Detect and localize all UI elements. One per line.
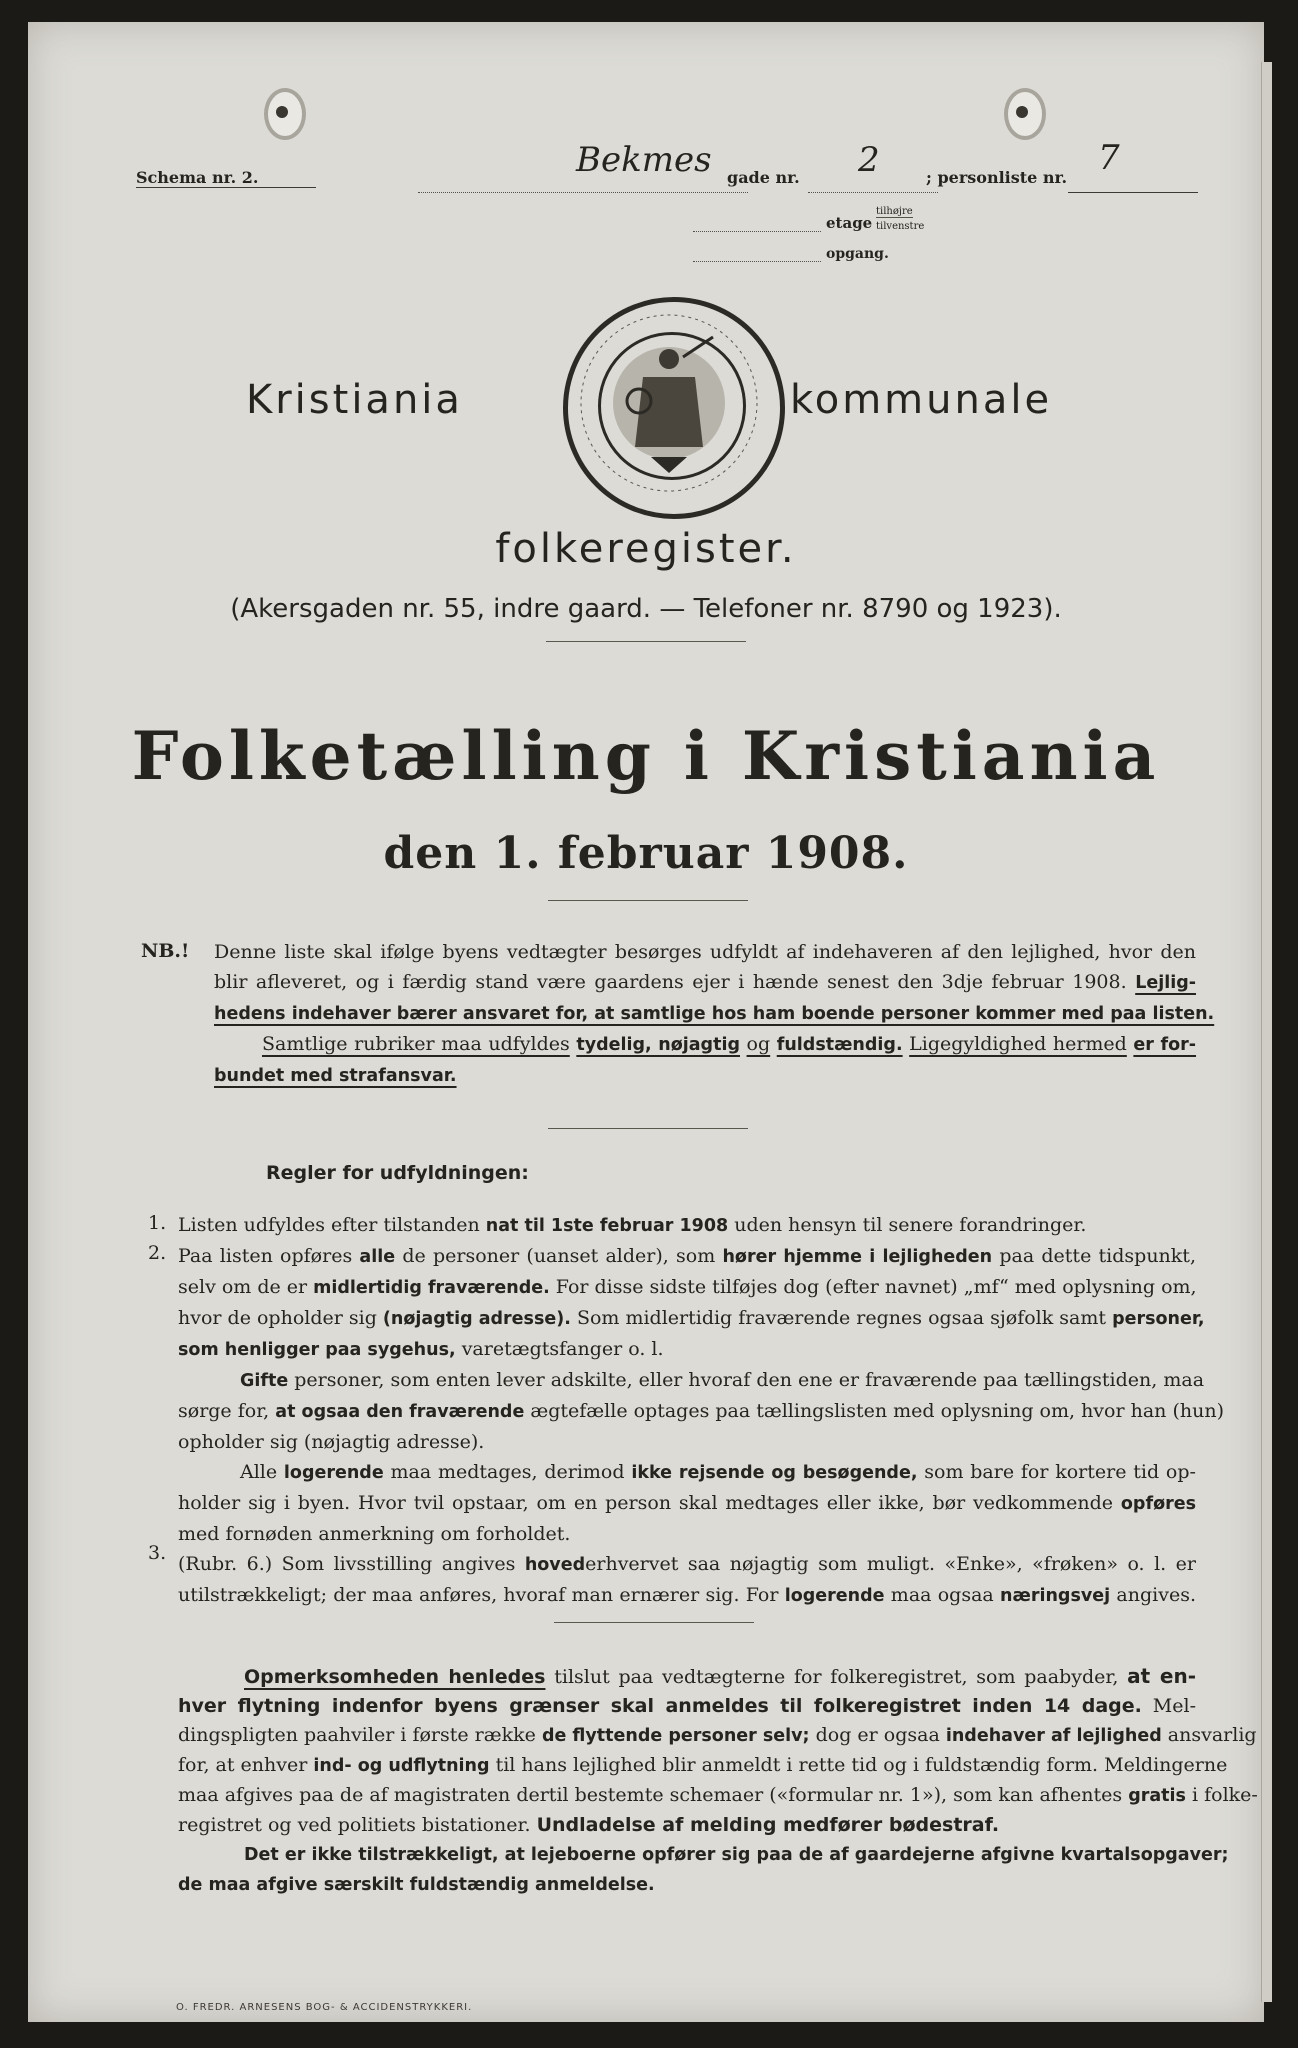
page-edge [1261, 62, 1272, 2002]
rule-number-2: 2. [148, 1242, 167, 1264]
rule-number-3: 3. [148, 1542, 167, 1564]
notice-line-4: for, at enhver ind- og udflytning til hans lejlighed blir anmeldt i rette tid og i fuldstændig form. Meldingerne [178, 1754, 1228, 1776]
rule-2-line-10: med fornøden anmerkning om forholdet. [178, 1523, 571, 1545]
rule-1-line: Listen udfyldes efter tilstanden nat til 1ste februar 1908 uden hensyn til senere forandringer. [178, 1214, 1087, 1236]
nb-line-2: blir afleveret, og i færdig stand være gaardens ejer i hænde senest den 3dje februar 1908. Lejlig- [214, 971, 1196, 993]
office-left-word: Kristiania [246, 377, 463, 423]
rule-number-1: 1. [148, 1212, 167, 1234]
divider-4 [554, 1622, 754, 1623]
notice-line-3: dingspligten paahviler i første række de flyttende personer selv; dog er ogsaa indehaver af lejlighed ansvarlig [178, 1724, 1257, 1746]
street-handwritten: Bekmes [576, 140, 712, 180]
notice-line-1: Opmerksomheden henledes tilslut paa vedtægterne for folkeregistret, som paabyder, at en- [244, 1664, 1196, 1688]
gade-label: gade nr. [727, 168, 800, 187]
notice-line-8: de maa afgive særskilt fuldstændig anmeldelse. [178, 1875, 655, 1895]
divider-2 [548, 900, 748, 901]
notice-line-6: registret og ved politiets bistationer. Undladelse af melding medfører bødestraf. [178, 1814, 1000, 1836]
tilhojre-label: tilhøjre [876, 206, 913, 217]
page-title: Folketælling i Kristiania [131, 717, 1161, 795]
punch-hole-right [1004, 88, 1046, 140]
seal-emblem-icon [563, 297, 775, 509]
divider-1 [546, 641, 746, 642]
nb-line-1: Denne liste skal ifølge byens vedtægter besørges udfyldt af indehaveren af den lejlighed, hvor den [214, 941, 1196, 963]
rule-2-line-1: Paa listen opføres alle de personer (uanset alder), som hører hjemme i lejligheden paa dette tidspunkt, [178, 1245, 1196, 1267]
nb-line-5: bundet med strafansvar. [214, 1066, 457, 1086]
opgang-label: opgang. [826, 246, 889, 262]
rules-list [178, 1210, 1224, 1611]
office-right-word: kommunale [790, 377, 1053, 423]
rule-2-line-9: holder sig i byen. Hvor tvil opstaar, om en person skal medtages eller ikke, bør vedkommende opføres [178, 1492, 1197, 1514]
notice-line-5: maa afgives paa de af magistraten dertil bestemte schemaer («formular nr. 1»), som kan afhentes gratis i folke- [178, 1784, 1258, 1806]
rule-2-line-2: selv om de er midlertidig fraværende. For disse sidste tilføjes dog (efter navnet) „mf“ med oplysning om, [178, 1276, 1197, 1298]
notice-line-2: hver flytning indenfor byens grænser skal anmeldes til folkeregistret inden 14 dage. Mel- [178, 1695, 1196, 1717]
nb-line-3: hedens indehaver bærer ansvaret for, at samtlige hos ham boende personer kommer med paa listen. [214, 1004, 1215, 1024]
office-line2: folkeregister. [495, 526, 797, 572]
opgang-field [693, 260, 821, 262]
personliste-value: 7 [1098, 138, 1120, 178]
rule-2-line-8: Alle logerende maa medtages, derimod ikke rejsende og besøgende, som bare for kortere tid op- [240, 1461, 1196, 1483]
nb-paragraph [214, 937, 1215, 1091]
notice-line-7: Det er ikke tilstrækkeligt, at lejeboerne opfører sig paa de af gaardejerne afgivne kvartalsopgaver; [244, 1845, 1229, 1865]
personliste-label: ; personliste nr. [926, 168, 1068, 187]
etage-label: etage [826, 214, 873, 232]
notice-paragraph [178, 1662, 1258, 1900]
rule-3-line-1: (Rubr. 6.) Som livsstilling angives hovederhvervet saa nøjagtig som muligt. «Enke», «frøken» o. l. er [178, 1553, 1196, 1575]
schema-number [136, 168, 316, 188]
rule-2-line-4: som henligger paa sygehus, varetægtsfanger o. l. [178, 1338, 664, 1360]
census-form-sheet [28, 22, 1264, 2022]
kristiania-city-seal [563, 297, 785, 519]
rule-3-line-2: utilstrækkeligt; der maa anføres, hvoraf man ernærer sig. For logerende maa ogsaa næringsvej angives. [178, 1584, 1196, 1606]
personliste-field [1068, 168, 1198, 193]
punch-hole-left [264, 88, 306, 140]
tilvenstre-label: tilvenstre [876, 221, 925, 232]
nb-label: NB.! [141, 940, 190, 962]
rule-2-line-3: hvor de opholder sig (nøjagtig adresse). Som midlertidig fraværende regnes ogsaa sjøfolk samt personer, [178, 1307, 1205, 1329]
schema-label: Schema nr. 2. [136, 168, 259, 187]
office-address: (Akersgaden nr. 55, indre gaard. — Telefoner nr. 8790 og 1923). [230, 594, 1062, 624]
gade-value: 2 [858, 140, 880, 180]
rule-2-line-6: sørge for, at ogsaa den fraværende ægtefælle optages paa tællingslisten med oplysning om, hvor han (hun) [178, 1400, 1224, 1422]
page-subtitle: den 1. februar 1908. [383, 828, 909, 879]
rules-heading: Regler for udfyldningen: [266, 1162, 529, 1184]
printer-imprint: O. FREDR. ARNESENS BOG- & ACCIDENSTRYKKERI. [176, 2002, 473, 2013]
rule-2-line-5: Gifte personer, som enten lever adskilte, eller hvoraf den ene er fraværende paa tællingstiden, maa [240, 1369, 1205, 1391]
etage-field [693, 230, 821, 232]
divider-3 [548, 1128, 748, 1129]
rule-2-line-7: opholder sig (nøjagtig adresse). [178, 1431, 485, 1453]
nb-line-4: Samtlige rubriker maa udfyldes tydelig, nøjagtig og fuldstændig. Ligegyldighed hermed er for- [262, 1033, 1197, 1055]
